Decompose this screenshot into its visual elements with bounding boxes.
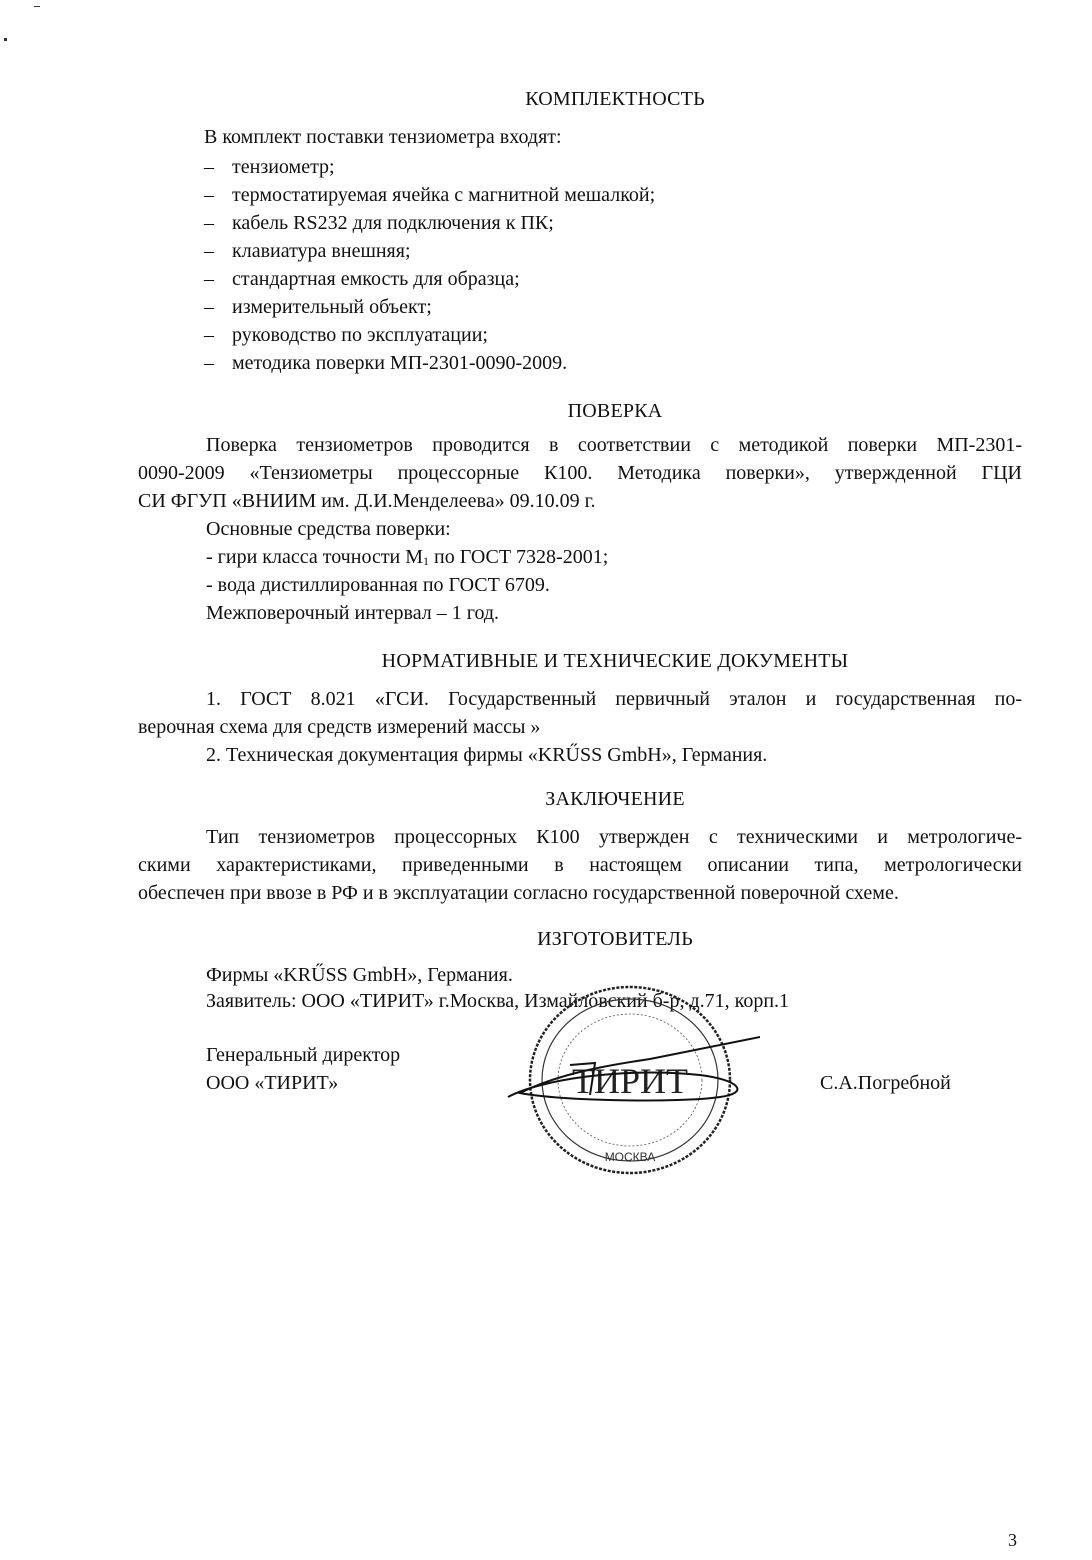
list-item: – тензиометр; [204, 156, 335, 178]
verification-paragraph-line: Поверка тензиометров проводится в соответствии с методикой поверки МП-2301- [206, 434, 1022, 456]
manufacturer-applicant: Заявитель: ООО «ТИРИТ» г.Москва, Измайловский б-р, д.71, корп.1 [206, 990, 790, 1012]
list-item: – клавиатура внешняя; [204, 240, 411, 262]
conclusion-paragraph-line: Тип тензиометров процессорных К100 утвержден с техническими и метрологиче- [206, 826, 1022, 848]
scan-artifact [4, 38, 7, 41]
documents-item-2: 2. Техническая документация фирмы «KRŰSS GmbH», Германия. [206, 744, 768, 766]
manufacturer-company: Фирмы «KRŰSS GmbH», Германия. [206, 964, 513, 986]
section-title-documents: НОРМАТИВНЫЕ И ТЕХНИЧЕСКИЕ ДОКУМЕНТЫ [381, 650, 849, 672]
completeness-intro: В комплект поставки тензиометра входят: [204, 126, 562, 148]
scan-artifact [34, 6, 40, 7]
documents-item-line: верочная схема для средств измерений массы » [138, 716, 541, 738]
section-title-conclusion: ЗАКЛЮЧЕНИЕ [545, 788, 685, 810]
verification-paragraph-line: 0090-2009 «Тензиометры процессорные К100. Методика поверки», утвержденной ГЦИ [138, 462, 1022, 484]
verification-means-label: Основные средства поверки: [206, 518, 451, 540]
list-item: – термостатируемая ячейка с магнитной мешалкой; [204, 184, 656, 206]
documents-item-line: 1. ГОСТ 8.021 «ГСИ. Государственный первичный эталон и государственная по- [206, 688, 1022, 710]
verification-interval: Межповерочный интервал – 1 год. [206, 602, 500, 624]
list-item: – измерительный объект; [204, 296, 432, 318]
verification-means-item: - вода дистиллированная по ГОСТ 6709. [206, 574, 550, 596]
signatory-org: ООО «ТИРИТ» [206, 1072, 339, 1094]
conclusion-paragraph-line: обеспечен при ввозе в РФ и в эксплуатации согласно государственной поверочной схеме. [138, 882, 899, 904]
section-title-completeness: КОМПЛЕКТНОСТЬ [525, 88, 705, 110]
section-title-verification: ПОВЕРКА [567, 400, 663, 422]
verification-paragraph-line: СИ ФГУП «ВНИИМ им. Д.И.Менделеева» 09.10.09 г. [138, 490, 596, 512]
list-item: – руководство по эксплуатации; [204, 324, 488, 346]
list-item: – методика поверки МП-2301-0090-2009. [204, 352, 568, 374]
company-stamp-icon [500, 975, 760, 1175]
signatory-title: Генеральный директор [206, 1044, 401, 1066]
list-item: – кабель RS232 для подключения к ПК; [204, 212, 554, 234]
svg-text:ТИРИТ: ТИРИТ [572, 1061, 688, 1101]
conclusion-paragraph-line: скими характеристиками, приведенными в настоящем описании типа, метрологически [138, 854, 1022, 876]
list-item: – стандартная емкость для образца; [204, 268, 520, 290]
section-title-manufacturer: ИЗГОТОВИТЕЛЬ [537, 928, 693, 950]
page-number: 3 [1008, 1530, 1017, 1550]
verification-means-item: - гири класса точности $М_1$ по ГОСТ 7328-2001; [206, 546, 609, 568]
svg-text:МОСКВА: МОСКВА [604, 1150, 656, 1164]
signatory-name: С.А.Погребной [820, 1072, 951, 1094]
